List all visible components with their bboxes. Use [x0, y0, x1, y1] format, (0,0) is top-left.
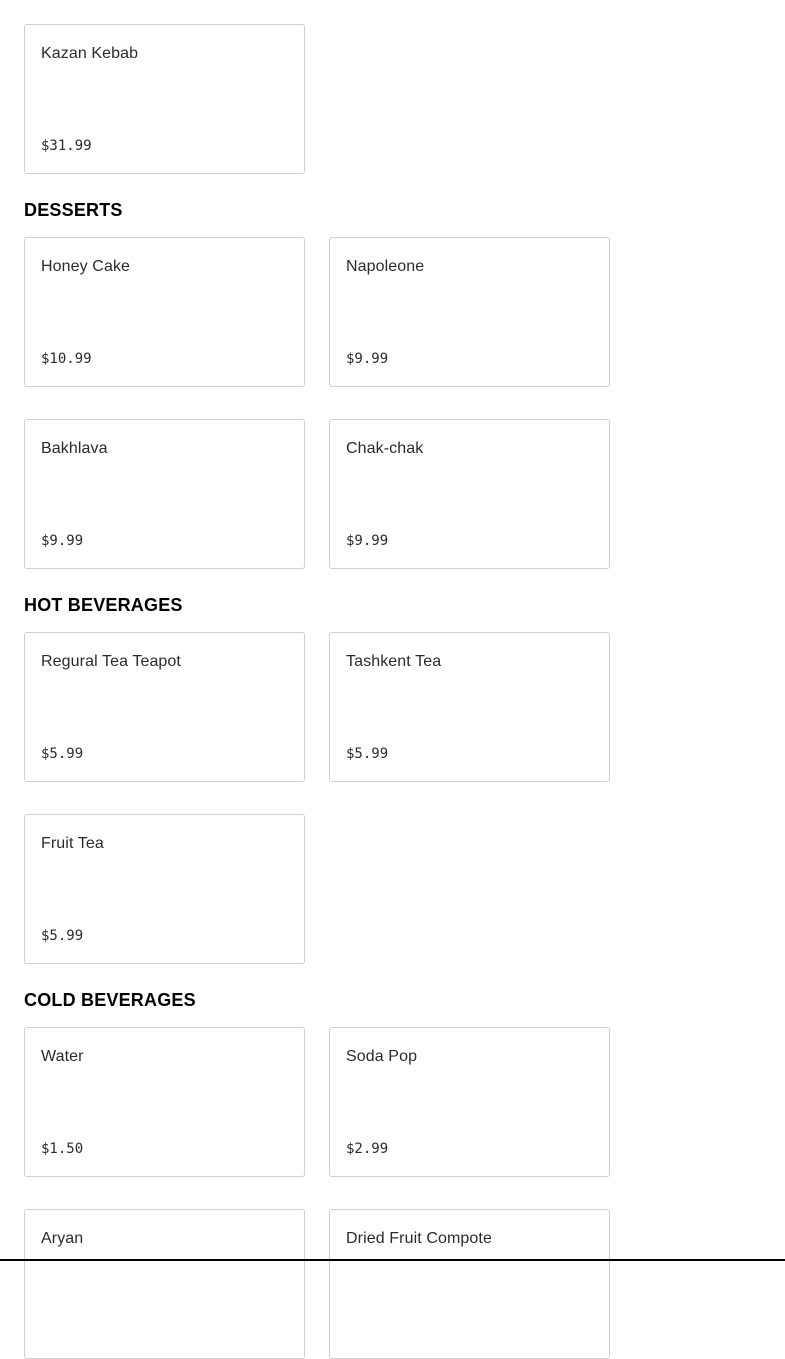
menu-item-name: Chak-chak	[346, 440, 424, 457]
menu-item-price: $31.99	[41, 138, 92, 154]
menu-content	[24, 24, 610, 1359]
menu-item-name: Soda Pop	[346, 1048, 418, 1065]
menu-item-card[interactable]	[329, 632, 610, 782]
menu-section-cold-beverages	[24, 990, 610, 1359]
menu-item-price: $5.99	[346, 746, 389, 762]
menu-item-card[interactable]	[329, 1209, 610, 1359]
menu-item-card[interactable]	[329, 237, 610, 387]
menu-item-card[interactable]	[24, 1209, 305, 1359]
menu-item-name: Napoleone	[346, 258, 425, 275]
menu-item-price: $10.99	[41, 351, 92, 367]
menu-item-price: $9.99	[41, 533, 84, 549]
menu-item-name: Kazan Kebab	[41, 45, 139, 62]
menu-item-card[interactable]	[24, 1027, 305, 1177]
menu-item-price: $5.99	[41, 746, 84, 762]
menu-item-name: Fruit Tea	[41, 835, 104, 852]
menu-item-price: $9.99	[346, 533, 389, 549]
menu-item-name: Water	[41, 1048, 84, 1065]
menu-item-name: Aryan	[41, 1230, 84, 1247]
section-title: COLD BEVERAGES	[24, 990, 196, 1010]
menu-item-price: $2.99	[346, 1141, 389, 1157]
menu-item-card[interactable]	[24, 632, 305, 782]
menu-item-card[interactable]	[24, 419, 305, 569]
menu-item-card[interactable]	[329, 1027, 610, 1177]
menu-item-name: Honey Cake	[41, 258, 131, 275]
menu-item-name: Tashkent Tea	[346, 653, 442, 670]
menu-item-card[interactable]	[24, 237, 305, 387]
menu-item-price: $5.99	[41, 928, 84, 944]
section-title: HOT BEVERAGES	[24, 595, 183, 615]
section-title: DESSERTS	[24, 200, 123, 220]
menu-item-name: Regural Tea Teapot	[41, 653, 181, 670]
menu-section-main	[24, 24, 610, 174]
menu-item-name: Dried Fruit Compote	[346, 1230, 492, 1247]
menu-item-card[interactable]	[329, 419, 610, 569]
menu-item-card[interactable]	[24, 24, 305, 174]
menu-section-hot-beverages	[24, 595, 610, 964]
menu-item-card[interactable]	[24, 814, 305, 964]
menu-item-name: Bakhlava	[41, 440, 108, 457]
menu-item-price: $1.50	[41, 1141, 84, 1157]
menu-section-desserts	[24, 200, 610, 569]
menu-item-price: $9.99	[346, 351, 389, 367]
